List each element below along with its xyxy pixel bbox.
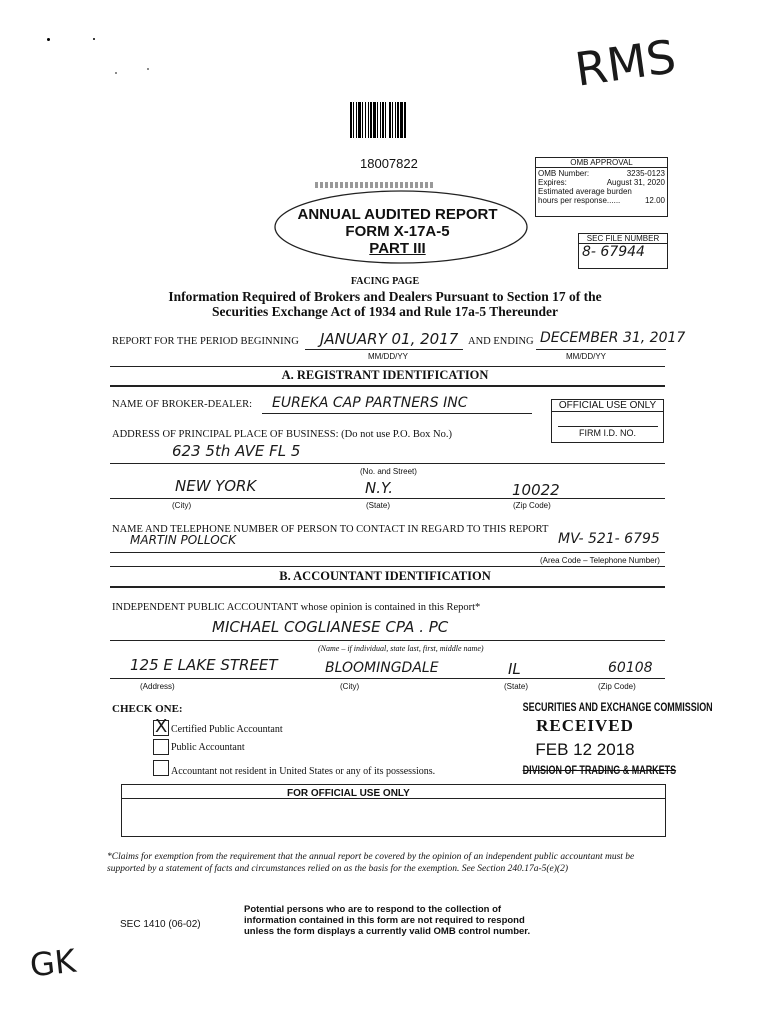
official-use-only-label: OFFICIAL USE ONLY [552, 400, 663, 412]
period-begin-value: JANUARY 01, 2017 [320, 330, 459, 348]
phone-caption: (Area Code – Telephone Number) [540, 556, 660, 565]
accountant-label: INDEPENDENT PUBLIC ACCOUNTANT whose opinion is contained in this Report* [112, 602, 481, 613]
accountant-city-caption: (City) [340, 682, 360, 691]
contact-name-value: MARTIN POLLOCK [130, 533, 236, 547]
contact-phone-value: MV- 521- 6795 [558, 531, 660, 547]
omb-burden: Estimated average burden [538, 187, 632, 196]
accountant-state-caption: (State) [504, 682, 529, 691]
broker-name-value: EUREKA CAP PARTNERS INC [272, 395, 468, 411]
period-end-value: DECEMBER 31, 2017 [540, 330, 686, 346]
section-a-title: A. REGISTRANT IDENTIFICATION [281, 368, 489, 382]
omb-notice: Potential persons who are to respond to the collection of information contained in this form are not required to respond unless the form displays a currently valid OMB control number. [244, 904, 531, 937]
public-accountant-checkbox[interactable] [153, 739, 169, 755]
omb-hours: hours per response...... 12.00 [538, 196, 665, 205]
certified-public-accountant-label: Certified Public Accountant [171, 724, 283, 735]
city-value: NEW YORK [175, 477, 257, 495]
accountant-state-value: IL [508, 660, 521, 678]
and-ending-label: AND ENDING [468, 336, 534, 347]
for-official-use-label: FOR OFFICIAL USE ONLY [287, 788, 410, 799]
end-format-caption: MM/DD/YY [566, 352, 606, 361]
omb-expires: Expires: August 31, 2020 [538, 178, 665, 187]
accountant-city-value: BLOOMINGDALE [325, 660, 439, 676]
information-heading: Information Required of Brokers and Dealers Pursuant to Section 17 of the Securities Exchange Act of 1934 and Rule 17a-5 Thereunder [168, 289, 602, 319]
nonresident-accountant-label: Accountant not resident in United States or any of its possessions. [171, 766, 436, 777]
contact-label: NAME AND TELEPHONE NUMBER OF PERSON TO CONTACT IN REGARD TO THIS REPORT [112, 524, 549, 535]
period-label: REPORT FOR THE PERIOD BEGINNING [112, 336, 299, 347]
scan-speck [115, 72, 117, 74]
scan-speck [93, 38, 95, 40]
broker-name-label: NAME OF BROKER-DEALER: [112, 399, 253, 410]
handwritten-initials-bottom: GK [28, 941, 78, 985]
zip-caption: (Zip Code) [513, 501, 551, 510]
street-caption: (No. and Street) [360, 467, 417, 476]
form-id: SEC 1410 (06-02) [120, 919, 201, 930]
check-one-label: CHECK ONE: [112, 703, 183, 715]
accountant-name-value: MICHAEL COGLIANESE CPA . PC [212, 618, 449, 636]
accountant-zip-value: 60108 [608, 660, 653, 676]
scan-speck [47, 38, 50, 41]
state-caption: (State) [366, 501, 391, 510]
section-b-title: B. ACCOUNTANT IDENTIFICATION [279, 569, 491, 583]
sec-file-number-value: 8- 67944 [582, 244, 645, 260]
sec-file-number-box [578, 233, 668, 269]
report-title: ANNUAL AUDITED REPORT FORM X-17A-5 PART III [297, 206, 498, 257]
check-mark: X [155, 716, 168, 737]
facing-page-heading: FACING PAGE [350, 276, 420, 287]
address-label: ADDRESS OF PRINCIPAL PLACE OF BUSINESS: (Do not use P.O. Box No.) [112, 429, 452, 440]
received-stamp: SECURITIES AND EXCHANGE COMMISSION RECEIVED FEB 12 2018 DIVISION OF TRADING & MARKETS [522, 702, 713, 777]
document-number: 18007822 [360, 156, 418, 171]
accountant-address-value: 125 E LAKE STREET [130, 656, 278, 674]
omb-approval-box [535, 157, 668, 217]
street-value: 623 5th AVE FL 5 [172, 442, 301, 460]
exemption-footnote: *Claims for exemption from the requirement that the annual report be covered by the opinion of an independent public accountant must be supported by a statement of facts and circumstances relied on as the basis for the exemption. See Section 240.17a-5(e)(2) [107, 852, 635, 874]
omb-number: OMB Number: 3235-0123 [538, 169, 665, 178]
address-caption: (Address) [140, 682, 175, 691]
state-value: N.Y. [365, 479, 393, 497]
certified-public-accountant-checkbox[interactable] [153, 716, 169, 737]
handwritten-initials-top: RMS [571, 29, 680, 97]
city-caption: (City) [172, 501, 192, 510]
accountant-zip-caption: (Zip Code) [598, 682, 636, 691]
accountant-name-caption: (Name – if individual, state last, first, middle name) [318, 644, 484, 653]
sec-file-number-label: SEC FILE NUMBER [579, 234, 667, 244]
scan-speck [147, 68, 149, 70]
zip-value: 10022 [512, 481, 560, 499]
nonresident-accountant-checkbox[interactable] [153, 760, 169, 776]
public-accountant-label: Public Accountant [171, 742, 245, 753]
begin-format-caption: MM/DD/YY [368, 352, 408, 361]
firm-id-label: FIRM I.D. NO. [579, 428, 636, 438]
omb-title: OMB APPROVAL [536, 158, 667, 168]
official-use-only-box [551, 399, 664, 443]
barcode [350, 102, 432, 138]
